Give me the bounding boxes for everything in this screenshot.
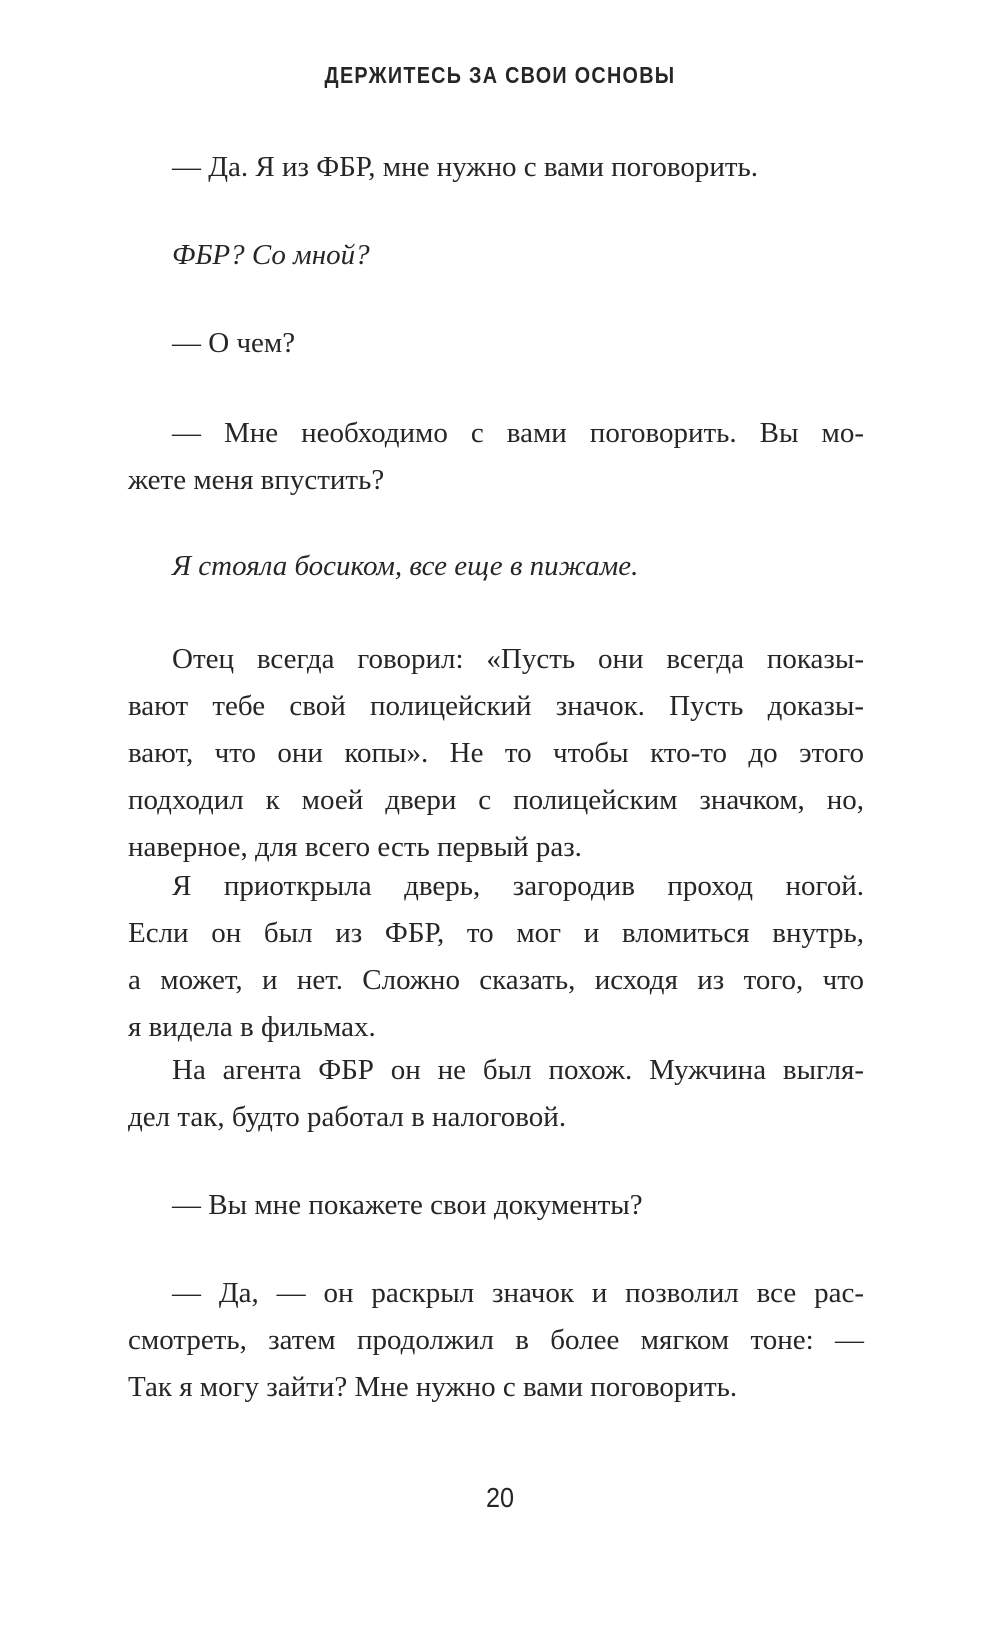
dialogue-paragraph	[128, 410, 864, 504]
dialogue-paragraph	[128, 144, 864, 191]
dialogue-paragraph	[128, 1270, 864, 1411]
text-line: наверное, для всего есть первый раз.	[128, 831, 582, 863]
text-line: Я стояла босиком, все еще в пижаме.	[172, 550, 639, 582]
text-line: вают тебе свой полицейский значок. Пусть доказы-	[128, 690, 864, 722]
text-line: а может, и нет. Сложно сказать, исходя из того, что	[128, 964, 864, 996]
text-line: Я приоткрыла дверь, загородив проход ногой.	[172, 870, 864, 902]
text-line: — Да, — он раскрыл значок и позволил все рас-	[172, 1277, 864, 1309]
text-line: я видела в фильмах.	[128, 1011, 376, 1043]
text-line: — Вы мне покажете свои документы?	[172, 1189, 643, 1221]
text-line: — О чем?	[172, 327, 296, 359]
body-paragraph	[128, 863, 864, 1051]
dialogue-paragraph	[128, 320, 864, 367]
text-line: вают, что они копы». Не то чтобы кто-то до этого	[128, 737, 864, 769]
running-head: ДЕРЖИТЕСЬ ЗА СВОИ ОСНОВЫ	[324, 62, 676, 88]
text-line: Так я могу зайти? Мне нужно с вами поговорить.	[128, 1371, 738, 1403]
text-line: дел так, будто работал в налоговой.	[128, 1101, 567, 1133]
dialogue-paragraph	[128, 1182, 864, 1229]
text-line: На агента ФБР он не был похож. Мужчина выгля-	[172, 1054, 864, 1086]
text-line: смотреть, затем продолжил в более мягком тоне: —	[128, 1324, 864, 1356]
body-paragraph	[128, 1047, 864, 1141]
text-line: Если он был из ФБР, то мог и вломиться внутрь,	[128, 917, 864, 949]
text-line: — Мне необходимо с вами поговорить. Вы мо-	[172, 417, 864, 449]
page-number: 20	[485, 1482, 515, 1513]
text-line: жете меня впустить?	[128, 464, 385, 496]
text-line: подходил к моей двери с полицейским значком, но,	[128, 784, 864, 816]
italic-paragraph	[128, 543, 864, 590]
text-line: — Да. Я из ФБР, мне нужно с вами поговорить.	[172, 151, 759, 183]
italic-paragraph	[128, 232, 864, 279]
text-line: ФБР? Со мной?	[172, 239, 370, 271]
body-paragraph	[128, 636, 864, 871]
text-line: Отец всегда говорил: «Пусть они всегда показы-	[172, 643, 864, 675]
